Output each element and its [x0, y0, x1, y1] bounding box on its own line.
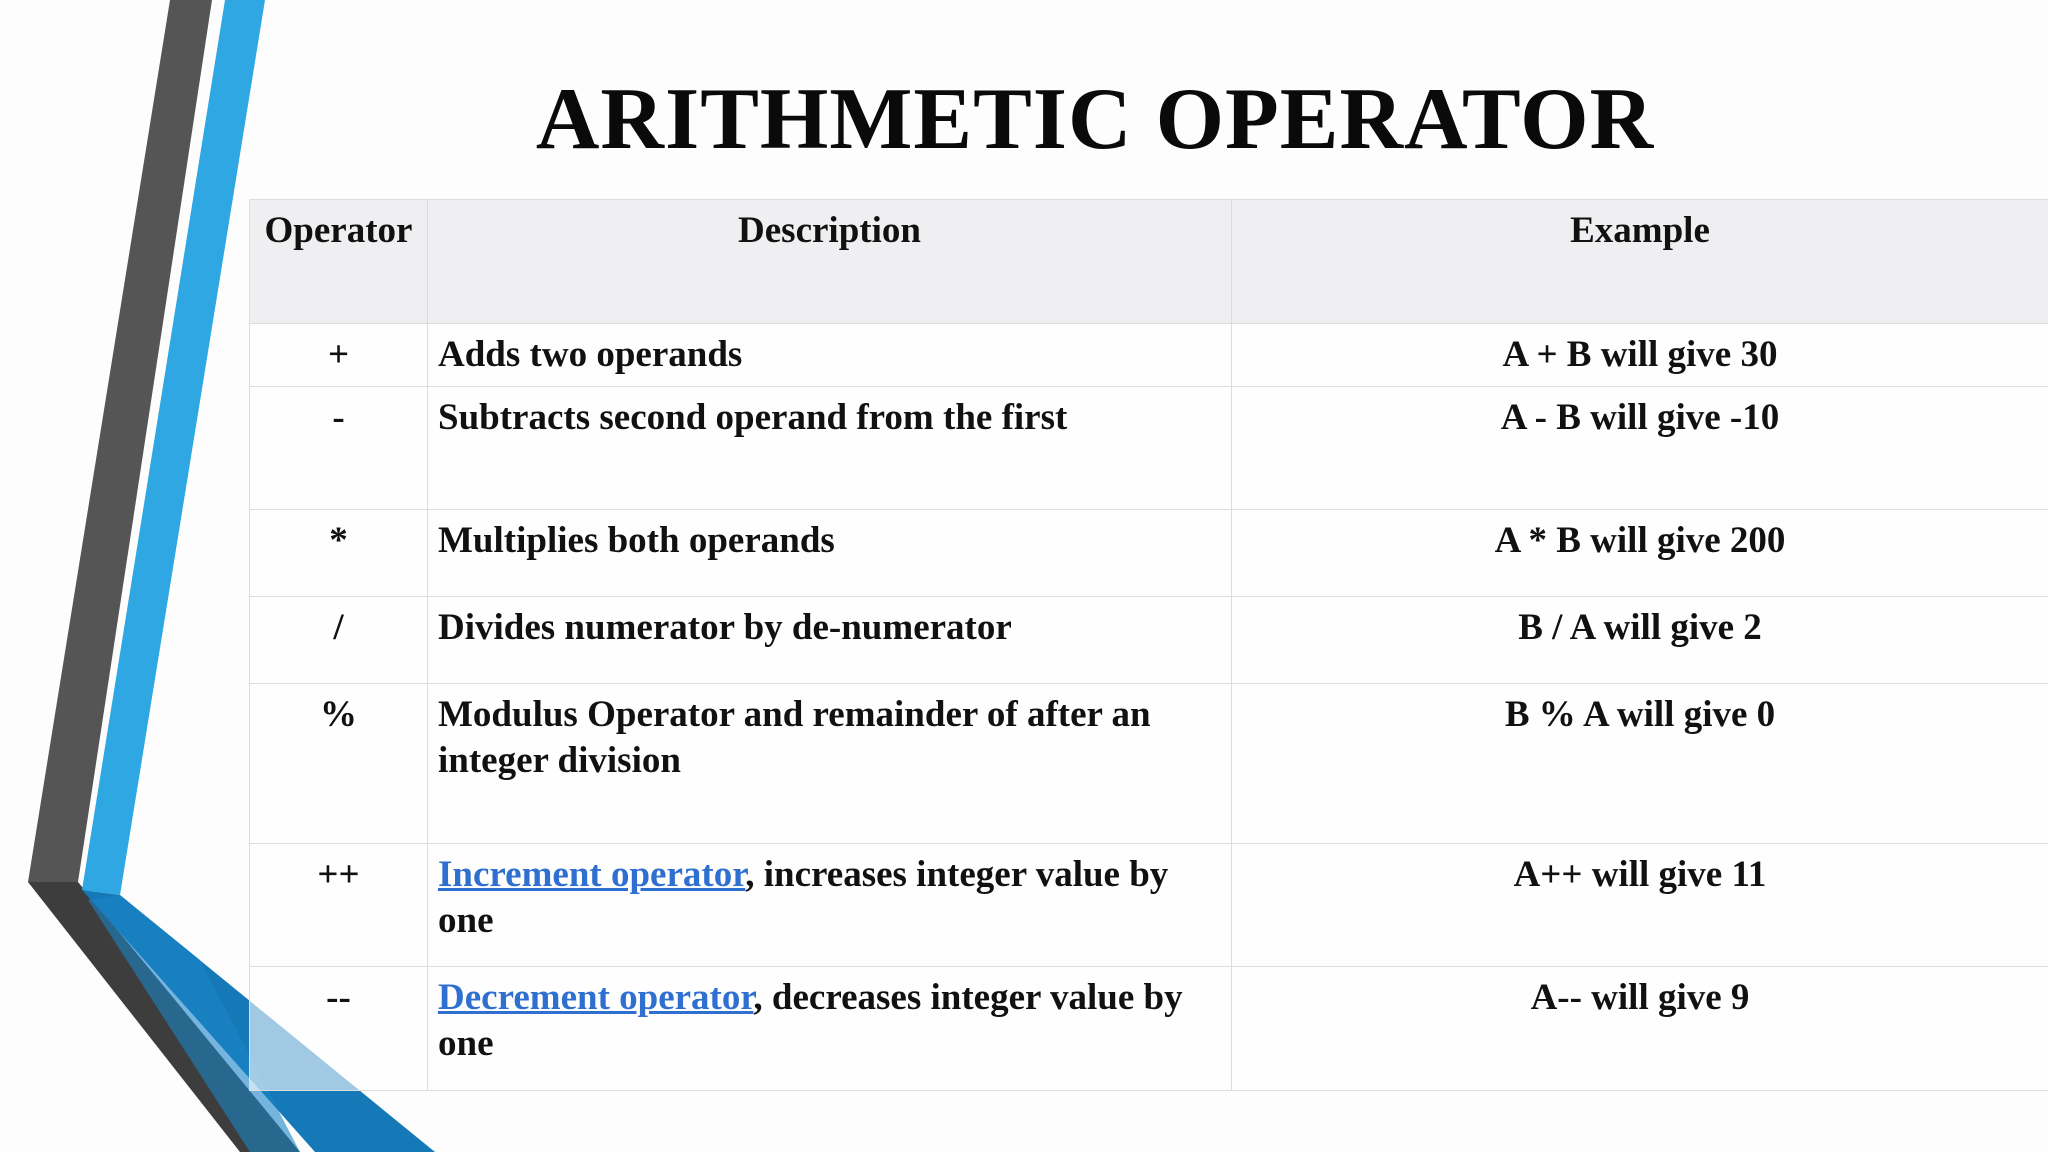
- example-cell: A-- will give 9: [1232, 967, 2048, 1091]
- description-cell: [428, 844, 1232, 967]
- header-description: Description: [428, 200, 1232, 324]
- header-operator: Operator: [250, 200, 428, 324]
- operator-cell: +: [250, 324, 428, 387]
- header-example: Example: [1232, 200, 2048, 324]
- description-rest: , decreases integer value by one: [438, 977, 1183, 1064]
- slide-title: ARITHMETIC OPERATOR: [535, 71, 1655, 168]
- table-row: [250, 967, 2048, 1091]
- table-row: [250, 324, 2048, 387]
- description-cell: [428, 967, 1232, 1091]
- operator-cell: --: [250, 967, 428, 1091]
- table-row: [250, 510, 2048, 597]
- example-cell: B % A will give 0: [1232, 684, 2048, 844]
- operator-cell: -: [250, 387, 428, 510]
- table-row: [250, 684, 2048, 844]
- operator-cell: %: [250, 684, 428, 844]
- example-cell: A * B will give 200: [1232, 510, 2048, 597]
- example-cell: A++ will give 11: [1232, 844, 2048, 967]
- example-cell: B / A will give 2: [1232, 597, 2048, 684]
- table-header-row: [250, 200, 2048, 324]
- table-row: [250, 387, 2048, 510]
- description-cell: Multiplies both operands: [428, 510, 1232, 597]
- description-rest: , increases integer value by one: [438, 854, 1169, 941]
- table-row: [250, 844, 2048, 967]
- operator-cell: /: [250, 597, 428, 684]
- increment-operator-link[interactable]: Increment operator: [438, 854, 746, 895]
- operators-table: [249, 199, 2048, 1091]
- table-row: [250, 597, 2048, 684]
- decrement-operator-link[interactable]: Decrement operator: [438, 977, 754, 1018]
- example-cell: A + B will give 30: [1232, 324, 2048, 387]
- description-cell: Modulus Operator and remainder of after an integer division: [428, 684, 1232, 844]
- description-cell: Divides numerator by de-numerator: [428, 597, 1232, 684]
- operator-cell: *: [250, 510, 428, 597]
- example-cell: A - B will give -10: [1232, 387, 2048, 510]
- description-cell: Adds two operands: [428, 324, 1232, 387]
- operator-cell: ++: [250, 844, 428, 967]
- description-cell: Subtracts second operand from the first: [428, 387, 1232, 510]
